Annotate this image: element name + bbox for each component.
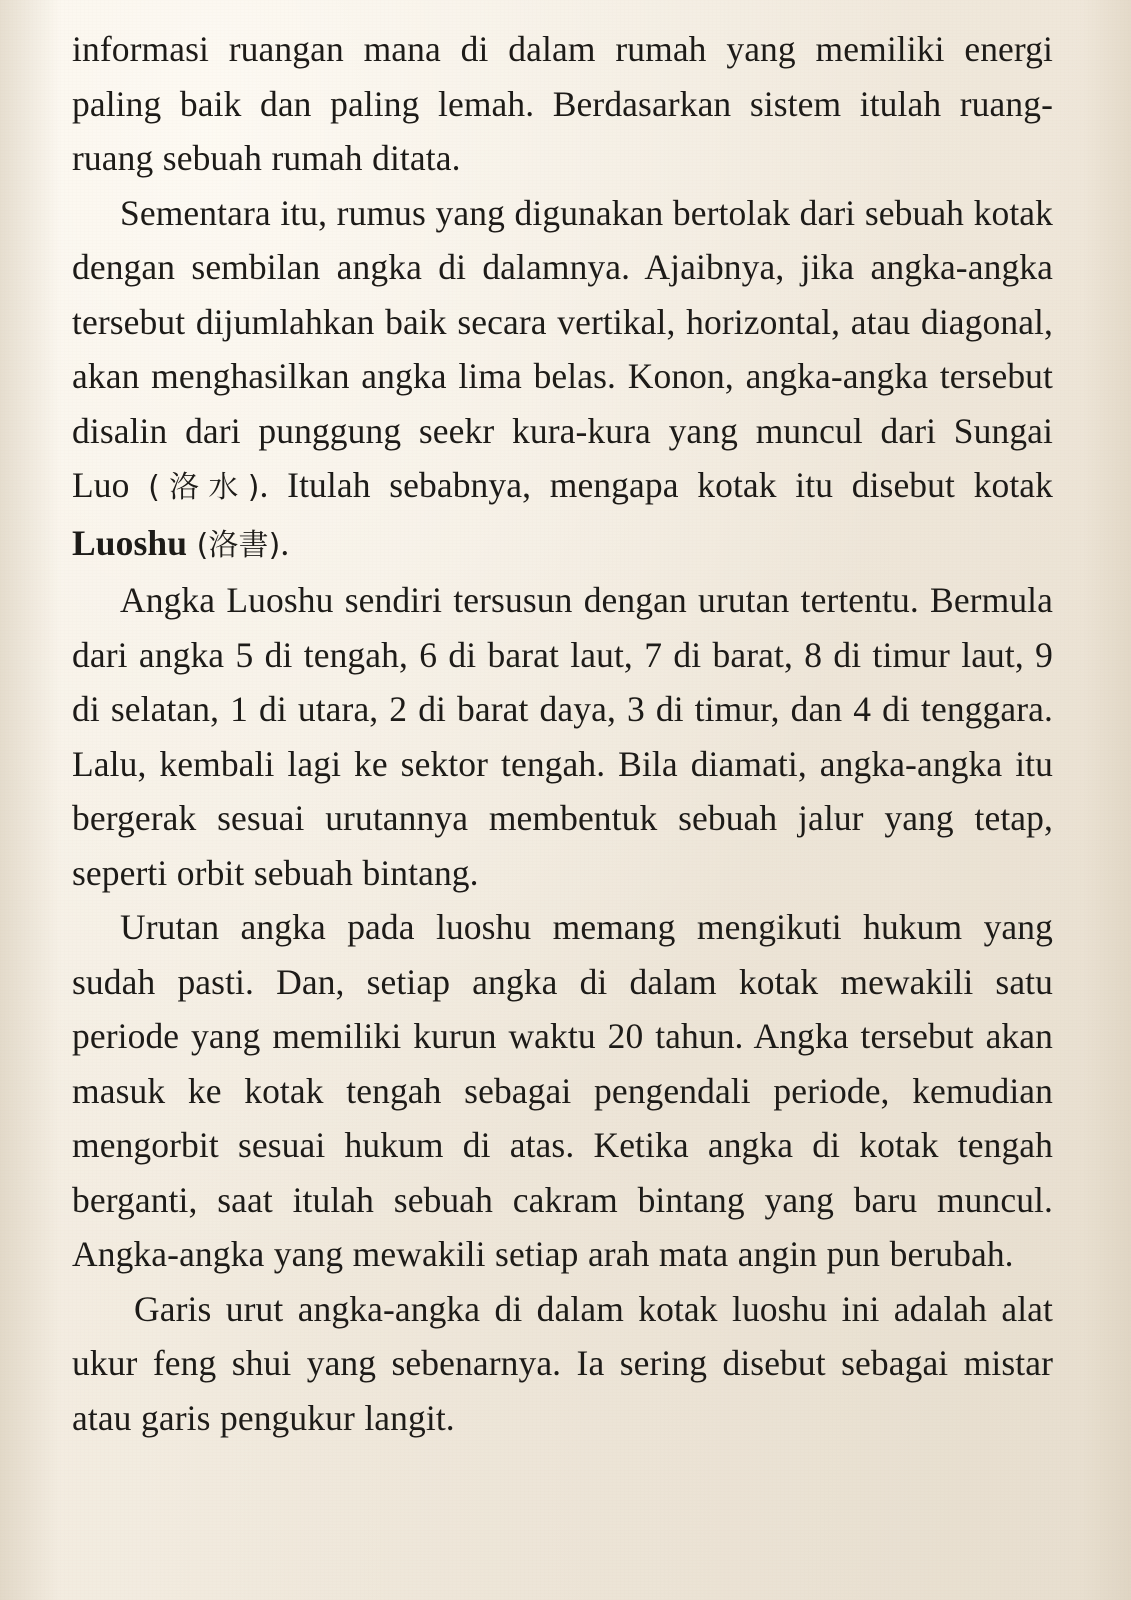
text-run: Garis urut angka-angka di dalam kotak luoshu ini adalah alat ukur feng shui yang sebenarnya. Ia sering disebut sebagai mistar atau garis pengukur langit. bbox=[72, 1288, 1053, 1438]
paragraph-4 bbox=[72, 900, 1053, 1282]
text-run: . Itulah sebabnya, mengapa kotak itu disebut kotak bbox=[259, 465, 1053, 505]
page-body-text bbox=[72, 22, 1053, 1445]
paragraph-1 bbox=[72, 22, 1053, 186]
paragraph-5 bbox=[72, 1282, 1053, 1446]
page-right-shading bbox=[1083, 0, 1131, 1600]
text-run: Angka Luoshu sendiri tersusun dengan urutan tertentu. Bermula dari angka 5 di tengah, 6 di barat laut, 7 di barat, 8 di timur laut, 9 di selatan, 1 di utara, 2 di barat daya, 3 di timur, dan 4 di tenggara. Lalu, kembali lagi ke sektor tengah. Bila diamati, angka-angka itu bergerak sesuai urutannya membentuk sebuah jalur yang tetap, seperti orbit sebuah bintang. bbox=[72, 580, 1053, 893]
paragraph-2 bbox=[72, 186, 1053, 574]
text-run bbox=[187, 523, 196, 563]
text-run: informasi ruangan mana di dalam rumah yang memiliki energi paling baik dan paling lemah. Berdasarkan sistem itulah ruang-ruang sebuah rumah ditata. bbox=[72, 29, 1053, 178]
text-run: Urutan angka pada luoshu memang mengikuti hukum yang sudah pasti. Dan, setiap angka di dalam kotak mewakili satu periode yang memiliki kurun waktu 20 tahun. Angka tersebut akan masuk ke kotak tengah sebagai pengendali periode, kemudian mengorbit sesuai hukum di atas. Ketika angka di kotak tengah berganti, saat itulah sebuah cakram bintang yang baru muncul. Angka-angka yang mewakili setiap arah mata angin pun berubah. bbox=[72, 907, 1053, 1274]
text-run: . bbox=[280, 522, 290, 563]
paragraph-3 bbox=[72, 573, 1053, 900]
text-run: Sementara itu, rumus yang digunakan bertolak dari sebuah kotak dengan sembilan angka di dalamnya. Ajaibnya, jika angka-angka tersebut dijumlahkan baik secara vertikal, horizontal, atau diagonal, akan menghasilkan angka lima belas. Konon, angka-angka tersebut disalin dari punggung seekr kura-kura yang muncul dari Sungai Luo bbox=[72, 192, 1053, 505]
emphasis-term: Luoshu bbox=[72, 522, 188, 563]
chinese-characters: (洛水) bbox=[148, 470, 260, 505]
chinese-characters: (洛書) bbox=[196, 527, 281, 563]
page-left-shading bbox=[0, 0, 60, 1600]
